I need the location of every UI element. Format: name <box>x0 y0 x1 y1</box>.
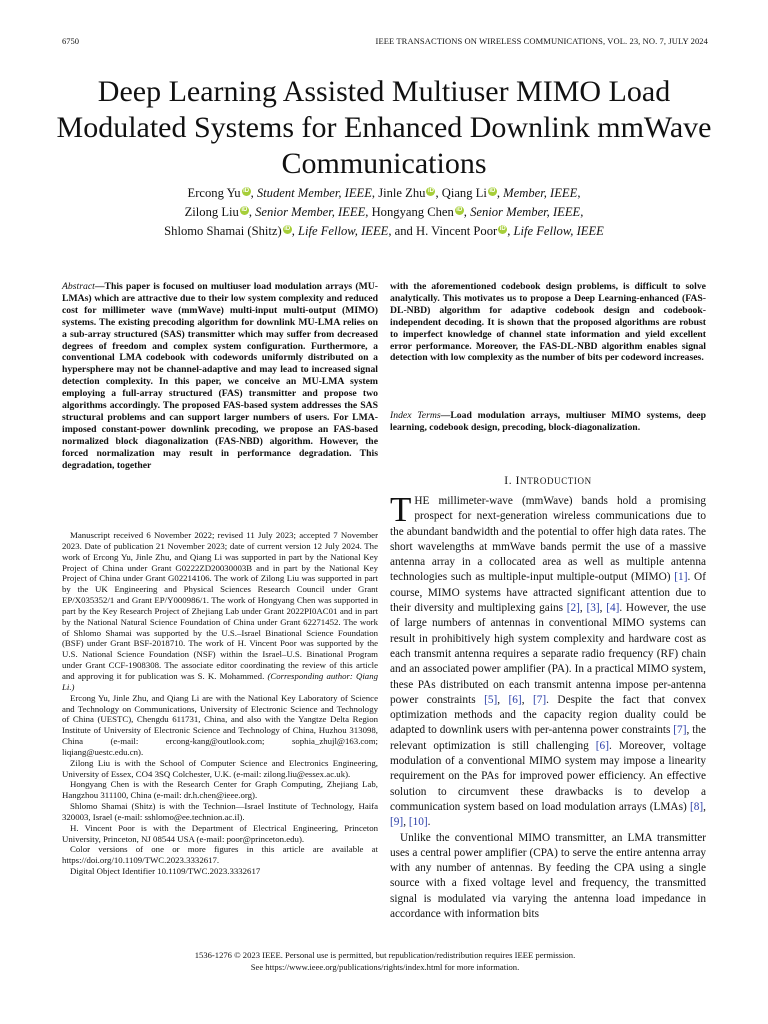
orcid-icon[interactable]: iD <box>456 206 463 213</box>
author-role: Life Fellow, IEEE <box>297 224 389 238</box>
author-name: Hongyang Chen <box>371 205 454 219</box>
copyright-line-2: See https://www.ieee.org/publications/rights/index.html for more information. <box>250 962 520 972</box>
introduction-body <box>390 490 707 922</box>
page-number: 6750 <box>62 36 79 46</box>
intro-paragraph-1: THE millimeter-wave (mmWave) bands hold a promising prospect for next-generation wireless communications due to the abundant bandwidth and the potential to offer high data rates. The short wavelengths at mmWave bands permit the use of a massive antenna array in a collocated area as well as multiple antenna technologies such as multiple-input multiple-output (MIMO) [1]. Of course, MIMO systems have attracted significant attention due to their diversity and multiplexing gains [2], [3], [4]. However, the use of large numbers of antennas in conventional MIMO systems can result in prohibitively high system complexity and hardware cost as each transmit antenna requires a separate radio frequency (RF) chain and an associated power amplifier (PA). In a practical MIMO system, these PAs distributed on each transmit antenna impose per-antenna power constraints [5], [6], [7]. Despite the fact that convex optimization methods and the capacity region duality could be adapted to downlink users with per-antenna power constraints [7], the relevant optimization is still challenging [6]. Moreover, voltage modulation of a conventional MIMO system may impose a linearity requirement on the PAs for improved power efficiency. An effective solution to circumvent these drawbacks is to develop a communication system based on load modulation arrays (LMAs) [8], [9], [10]. <box>390 490 707 829</box>
citation-link[interactable]: [7] <box>532 693 547 706</box>
footnote-color-versions: Color versions of one or more figures in this article are available at https://doi.org/10.1109/TWC.2023.3332617. <box>62 844 378 866</box>
citation-link[interactable]: [1] <box>674 571 688 584</box>
corresponding-author: (Corresponding author: Qiang Li.) <box>62 670 378 692</box>
author-name: Shlomo Shamai (Shitz) <box>164 224 282 238</box>
intro-paragraph-2: Unlike the conventional MIMO transmitter, an LMA transmitter uses a central power amplifier (CPA) to serve the entire antenna array with any number of antennas. By feeding the CPA using a single source with a fixed voltage level and frequency, the transmitted signal is modulated via varying the antenna load impedance in accordance with information bits <box>390 831 706 921</box>
author-role: Member, IEEE <box>503 186 578 200</box>
footnote-affiliation: Zilong Liu is with the School of Computer Science and Electronics Engineering, University of Essex, CO4 3SQ Colchester, U.K. (e-mail: zilong.liu@essex.ac.uk). <box>62 757 378 779</box>
index-terms: Index Terms—Load modulation arrays, multiuser MIMO systems, deep learning, codebook design, precoding, block-diagonalization. <box>390 410 706 433</box>
footnote-affiliation: Ercong Yu, Jinle Zhu, and Qiang Li are with the National Key Laboratory of Science and Technology on Communications, University of Electronic Science and Technology of China (UESTC), Chengdu 611731, China, and also with the Yangtze Delta Region Institute of University of Electronic Science and Technology of China, Huzhou 313098, China (e-mail: ercong-kang@outlook.com; sophia_zhujl@163.com; liqiang@uestc.edu.cn). <box>62 692 378 757</box>
citation-link[interactable]: [6] <box>508 693 522 706</box>
orcid-icon[interactable]: iD <box>427 187 434 194</box>
abstract-right-column: with the aforementioned codebook design problems, is difficult to solve analytically. This motivates us to propose a Deep Learning-enhanced (FAS-DL-NBD) algorithm for adaptive codebook design and codebook-independent decoding. It is shown that the proposed algorithms are robust to imperfect knowledge of channel state information and yield excellent error performance. Moreover, the FAS-DL-NBD algorithm enables signal detection with low complexity as the number of bits per codeword increases. <box>390 281 706 364</box>
orcid-icon[interactable]: iD <box>499 225 506 232</box>
author-line-1: Ercong Yu iD , Student Member, IEEE, Jinle Zhu iD , Qiang Li iD , Member, IEEE, <box>187 186 581 200</box>
citation-link[interactable]: [3] <box>586 602 600 615</box>
orcid-icon[interactable]: iD <box>241 206 248 213</box>
footnote-manuscript: Manuscript received 6 November 2022; revised 11 July 2023; accepted 7 November 2023. Date of publication 21 November 2023; date of current version 12 July 2024. The work of Ercong Yu, Jinle Zhu, and Qiang Li was supported in part by the National Key Project of China under Grant G0222ZD20030003B and in part by the National Key Project of China under Grant G02214106. The work of Zilong Liu was supported in part by the UK Engineering and Physical Sciences Research Council under Grant EP/X035352/1 and Grant EP/Y000986/1. The work of Hongyang Chen was supported in part by the Key Research Project of Zhejiang Lab under Grant 2022PI0AC01 and in part by the National Natural Science Foundation of China under Grant 62271452. The work of Shlomo Shamai was supported by the U.S.–Israel Binational Science Foundation (BSF) under Grant BSF-2018710. The work of H. Vincent Poor was supported by the U.S. National Science Foundation (NSF) within the Israel–U.S. Binational Program under Grant CCF-1908308. The associate editor coordinating the review of this article and approving it for publication was S. K. Mohammed. (Corresponding author: Qiang Li.) <box>62 530 378 692</box>
footnote-affiliation: Hongyang Chen is with the Research Center for Graph Computing, Zhejiang Lab, Hangzhou 311100, China (e-mail: dr.h.chen@ieee.org). <box>62 779 378 801</box>
footnote-affiliation: H. Vincent Poor is with the Department of Electrical Engineering, Princeton University, Princeton, NJ 08544 USA (e-mail: poor@princeton.edu). <box>62 822 378 844</box>
author-role: Senior Member, IEEE <box>470 205 581 219</box>
citation-link[interactable]: [2] <box>566 602 580 615</box>
abstract-text: This paper is focused on multiuser load modulation arrays (MU-LMAs) which are attractive due to their low system complexity and reduced cost for millimeter wave (mmWave) multi-input multi-output (MIMO) systems. The existing precoding algorithm for downlink MU-LMA relies on a sub-array structured (SAS) transmitter which may suffer from decreased degrees of freedom and complex system configuration. Furthermore, a conventional LMA codebook with codewords uniformly distributed on a hypersphere may not be channel-adaptive and may lead to increased signal detection complexity. In this paper, we conceive an MU-LMA system employing a full-array structured (FAS) transmitter and propose two algorithms accordingly. The proposed FAS-based system addresses the SAS structural problems and can support larger numbers of users. For LMA-imposed constant-power downlink precoding, we propose an FAS-based normalized block diagonalization (FAS-NBD) algorithm. However, the forced normalization may result in performance degradation. This degradation, together <box>62 281 378 471</box>
author-line-2: Zilong Liu iD , Senior Member, IEEE, Hongyang Chen iD , Senior Member, IEEE, <box>184 205 584 219</box>
orcid-icon[interactable]: iD <box>243 187 250 194</box>
author-name: Jinle Zhu <box>378 186 426 200</box>
author-role: Student Member, IEEE <box>256 186 372 200</box>
journal-header: IEEE TRANSACTIONS ON WIRELESS COMMUNICATIONS, VOL. 23, NO. 7, JULY 2024 <box>375 36 708 46</box>
index-terms-label: Index Terms <box>390 410 441 421</box>
author-name: Zilong Liu <box>184 205 239 219</box>
section-heading: I. INTRODUCTION <box>504 475 592 487</box>
citation-link[interactable]: [9] <box>390 816 404 829</box>
citation-link[interactable]: [8] <box>689 800 704 813</box>
citation-link[interactable]: [7] <box>673 724 687 737</box>
author-name: Ercong Yu <box>187 186 241 200</box>
citation-link[interactable]: [5] <box>484 693 498 706</box>
citation-link[interactable]: [6] <box>595 739 609 752</box>
citation-link[interactable]: [4] <box>606 602 620 615</box>
footnote-affiliation: Shlomo Shamai (Shitz) is with the Technion—Israel Institute of Technology, Haifa 320003, Israel (e-mail: sshlomo@ee.technion.ac.il). <box>62 801 378 822</box>
orcid-icon[interactable]: iD <box>489 187 496 194</box>
author-line-3: Shlomo Shamai (Shitz) iD , Life Fellow, IEEE, and H. Vincent Poor iD , Life Fellow, IEEE <box>164 224 604 238</box>
footnotes <box>62 530 378 877</box>
author-role: Senior Member, IEEE <box>255 205 366 219</box>
author-role: Life Fellow, IEEE <box>513 224 604 238</box>
paper-title: Deep Learning Assisted Multiuser MIMO Load Modulated Systems for Enhanced Downlink mmWave Communications <box>56 75 712 180</box>
citation-link[interactable]: [10] <box>408 816 428 829</box>
copyright-line-1: 1536-1276 © 2023 IEEE. Personal use is permitted, but republication/redistribution requires IEEE permission. <box>194 950 576 960</box>
footnote-doi: Digital Object Identifier 10.1109/TWC.2023.3332617 <box>70 866 261 877</box>
orcid-icon[interactable]: iD <box>284 225 291 232</box>
drop-cap: T <box>390 490 412 529</box>
author-name: H. Vincent Poor <box>415 224 498 238</box>
copyright-notice <box>62 949 708 973</box>
abstract-left-column: Abstract—This paper is focused on multiuser load modulation arrays (MU-LMAs) which are attractive due to their low system complexity and reduced cost for millimeter wave (mmWave) multi-input multi-output (MIMO) systems. The existing precoding algorithm for downlink MU-LMA relies on a sub-array structured (SAS) transmitter which may suffer from decreased degrees of freedom and complex system configuration. Furthermore, a conventional LMA codebook with codewords uniformly distributed on a hypersphere may not be channel-adaptive and may lead to increased signal detection complexity. In this paper, we conceive an MU-LMA system employing a full-array structured (FAS) transmitter and propose two algorithms accordingly. The proposed FAS-based system addresses the SAS structural problems and can support larger numbers of users. For LMA-imposed constant-power downlink precoding, we propose an FAS-based normalized block diagonalization (FAS-NBD) algorithm. However, the forced normalization may result in performance degradation. This degradation, together <box>62 281 378 471</box>
abstract-label: Abstract <box>62 281 95 292</box>
author-name: Qiang Li <box>441 186 487 200</box>
index-terms-text: Load modulation arrays, multiuser MIMO systems, deep learning, codebook design, precoding, block-diagonalization. <box>390 410 706 433</box>
